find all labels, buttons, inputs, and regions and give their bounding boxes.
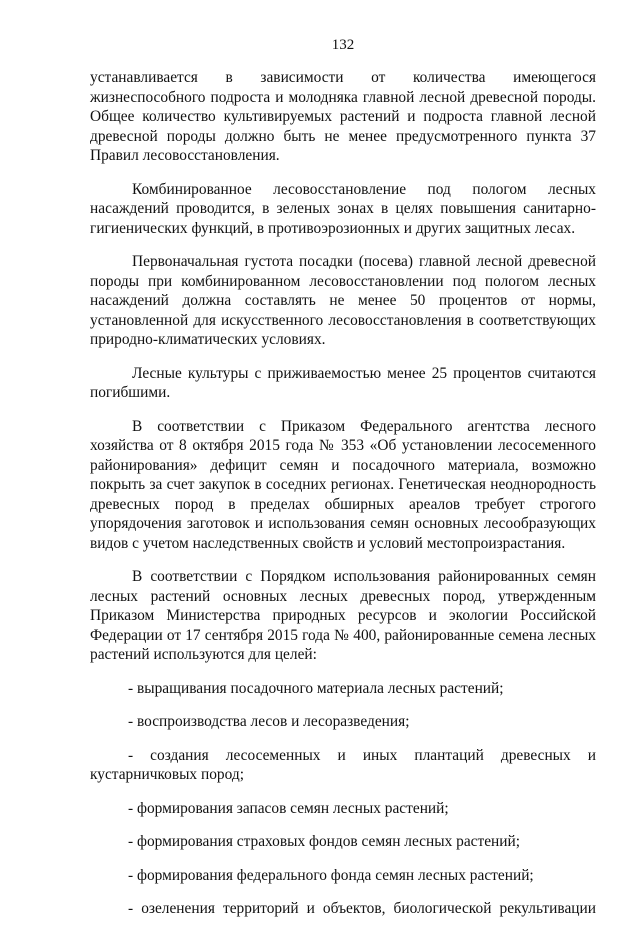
paragraph-planting-density: Первоначальная густота посадки (посева) главной лесной древесной породы при комбинированном лесовосстановлении под пологом лесных насаждений должна составлять не менее 50 процентов от нормы, установленной для искусственного лесовосстановления в соответствующих природно-климатических условиях.	[90, 253, 596, 348]
list-item-seedling-growing: - выращивания посадочного материала лесных растений;	[128, 679, 504, 697]
paragraph-survival-rate: Лесные культуры с приживаемостью менее 25 процентов считаются погибшими.	[90, 364, 596, 401]
list-item-insurance-funds: - формирования страховых фондов семян лесных растений;	[128, 833, 521, 850]
list-item-plantations: - создания лесосеменных и иных плантаций древесных и кустарничковых пород;	[90, 746, 596, 783]
paragraph-continuation: устанавливается в зависимости от количества имеющегося жизнеспособного подроста и молодняка главной лесной древесной породы. Общее количество культивируемых растений и подроста главной лесной древесной породы должно быть не менее предусмотренного пункта 37 Правил лесовосстановления.	[90, 69, 596, 164]
page-number: 132	[331, 37, 355, 53]
paragraph-combined-reforestation: Комбинированное лесовосстановление под пологом лесных насаждений проводится, в зеленых зонах в целях повышения санитарно-гигиенических функций, в противоэрозионных и других защитных лесах.	[90, 180, 596, 237]
list-item-federal-fund: - формирования федерального фонда семян лесных растений;	[128, 866, 534, 884]
document-page	[90, 36, 596, 933]
paragraph-seed-zoning: В соответствии с Приказом Федерального агентства лесного хозяйства от 8 октября 2015 года № 353 «Об установлении лесосеменного районирования» дефицит семян и посадочного материала, возможно покрыть за счет закупок в соседних регионах. Генетическая неоднородность древесных пород в пределах обширных ареалов требует строгого упорядочения заготовок и использования семян основных лесообразующих видов с учетом наследственных свойств и условий местопроизрастания.	[90, 417, 596, 552]
list-item-greening: - озеленения территорий и объектов, биологической рекультивации	[128, 900, 596, 917]
paragraph-seed-usage-order: В соответствии с Порядком использования районированных семян лесных растений основных лесных древесных пород, утвержденным Приказом Министерства природных ресурсов и экологии Российской Федерации от 17 сентября 2015 года № 400, районированные семена лесных растений используются для целей:	[90, 568, 596, 663]
list-item-forest-reproduction: - воспроизводства лесов и лесоразведения;	[128, 713, 410, 730]
list-item-seed-reserves: - формирования запасов семян лесных растений;	[128, 799, 449, 817]
